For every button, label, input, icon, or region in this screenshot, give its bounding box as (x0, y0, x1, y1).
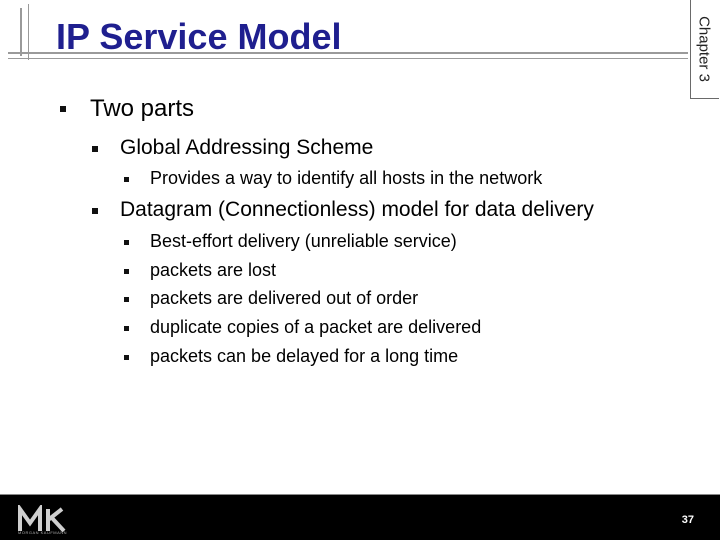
decorative-horizontal-line-2 (8, 58, 688, 59)
bullet-icon (124, 269, 129, 274)
bullet-icon (92, 146, 98, 152)
chapter-label: Chapter 3 (695, 16, 713, 82)
bullet-icon (60, 106, 66, 112)
bullet-global-addressing: Global Addressing Scheme (120, 136, 374, 159)
bullet-datagram-model: Datagram (Connectionless) model for data delivery (120, 198, 594, 221)
bullet-duplicate-copies: duplicate copies of a packet are delivered (150, 317, 482, 337)
bullet-best-effort: Best-effort delivery (unreliable service) (150, 231, 457, 251)
page-number: 37 (681, 514, 694, 526)
bullet-icon (124, 326, 129, 331)
bullet-packets-lost: packets are lost (150, 260, 277, 280)
bullet-icon (124, 240, 129, 245)
decorative-vertical-line-1 (20, 8, 22, 56)
bullet-two-parts: Two parts (90, 95, 195, 122)
footer-bar (0, 495, 720, 540)
bullet-provides-way: Provides a way to identify all hosts in the network (150, 168, 543, 188)
bullet-icon (124, 177, 129, 182)
bullet-delayed: packets can be delayed for a long time (150, 346, 459, 366)
slide-title: IP Service Model (56, 16, 342, 57)
bullet-icon (92, 208, 98, 214)
bullet-out-of-order: packets are delivered out of order (150, 288, 419, 308)
bullet-icon (124, 297, 129, 302)
logo-caption: MORGAN KAUFMANN (18, 530, 68, 535)
bullet-icon (124, 355, 129, 360)
